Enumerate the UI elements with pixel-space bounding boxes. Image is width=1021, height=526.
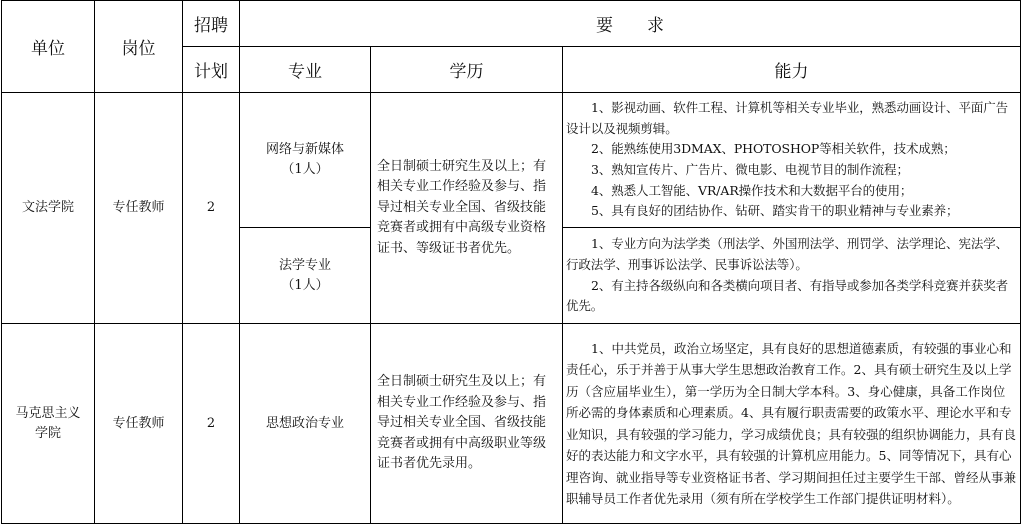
header-position: 岗位 bbox=[95, 1, 183, 93]
position-cell: 专任教师 bbox=[95, 93, 183, 324]
major-cell bbox=[240, 228, 371, 324]
ability-item: 1、影视动画、软件工程、计算机等相关专业毕业，熟悉动画设计、平面广告设计以及视频剪辑。 bbox=[566, 100, 1009, 136]
education-cell: 全日制硕士研究生及以上；有相关专业工作经验及参与、指导过相关专业全国、省级技能竞赛者或拥有中高级专业资格证书、等级证书者优先。 bbox=[371, 93, 563, 324]
header-major: 专业 bbox=[240, 47, 371, 93]
education-cell: 全日制硕士研究生及以上；有相关专业工作经验及参与、指导过相关专业全国、省级技能竞赛者或拥有中高级职业等级证书者优先录用。 bbox=[371, 324, 563, 524]
ability-cell bbox=[563, 93, 1021, 228]
ability-item: 5、具有良好的团结协作、钻研、踏实肯干的职业精神与专业素养； bbox=[591, 203, 959, 219]
ability-cell bbox=[563, 324, 1021, 524]
major-count: （1人） bbox=[281, 277, 329, 293]
header-plan-line2: 计划 bbox=[183, 47, 240, 93]
ability-item: 4、熟悉人工智能、VR/AR操作技术和大数据平台的使用； bbox=[591, 182, 913, 198]
ability-item: 2、有主持各级纵向和各类横向项目者、有指导或参加各类学科竞赛并获奖者优先。 bbox=[566, 277, 1009, 314]
header-requirements: 要 求 bbox=[240, 1, 1021, 47]
ability-item: 1、专业方向为法学类（刑法学、外国刑法学、刑罚学、法学理论、宪法学、行政法学、刑事诉讼法学、民事诉讼法等）。 bbox=[566, 236, 1009, 272]
header-unit: 单位 bbox=[2, 1, 95, 93]
ability-item: 3、熟知宣传片、广告片、微电影、电视节目的制作流程； bbox=[591, 162, 909, 177]
major-name: 网络与新媒体 bbox=[265, 142, 344, 157]
major-cell bbox=[240, 93, 371, 228]
unit-cell: 马克思主义学院 bbox=[2, 324, 95, 524]
position-cell: 专任教师 bbox=[95, 324, 183, 524]
recruitment-table bbox=[1, 0, 1021, 524]
ability-item: 1、中共党员，政治立场坚定，具有良好的思想道德素质，有较强的事业心和责任心，乐于并善于从事大学生思想政治教育工作。2、具有硕士研究生及以上学历（含应届毕业生），第一学历为全日制大学本科。3、身心健康，具备工作岗位所必需的身体素质和心理素质。4、具有履行职责需要的政策水平、理论水平和专业知识，具有较强的学习能力，学习成绩优良；具有较强的组织协调能力，具有良好的表达能力和文字水平，具有较强的计算机应用能力。5、同等情况下，具有心理咨询、就业指导等专业资格证书者、学习期间担任过主要学生干部、曾经从事兼职辅导员工作者优先录用（须有所在学校学生工作部门提供证明材料）。 bbox=[566, 340, 1017, 506]
header-education: 学历 bbox=[371, 47, 563, 93]
major-name: 法学专业 bbox=[278, 257, 331, 273]
major-cell: 思想政治专业 bbox=[240, 324, 371, 524]
ability-cell bbox=[563, 228, 1021, 324]
plan-cell: 2 bbox=[183, 324, 240, 524]
unit-cell: 文法学院 bbox=[2, 93, 95, 324]
header-ability: 能力 bbox=[563, 47, 1021, 93]
ability-item: 2、能熟练使用3DMAX、PHOTOSHOP等相关软件，技术成熟； bbox=[591, 141, 956, 157]
major-count: （1人） bbox=[281, 162, 329, 177]
plan-cell: 2 bbox=[183, 93, 240, 324]
header-plan-line1: 招聘 bbox=[183, 1, 240, 47]
